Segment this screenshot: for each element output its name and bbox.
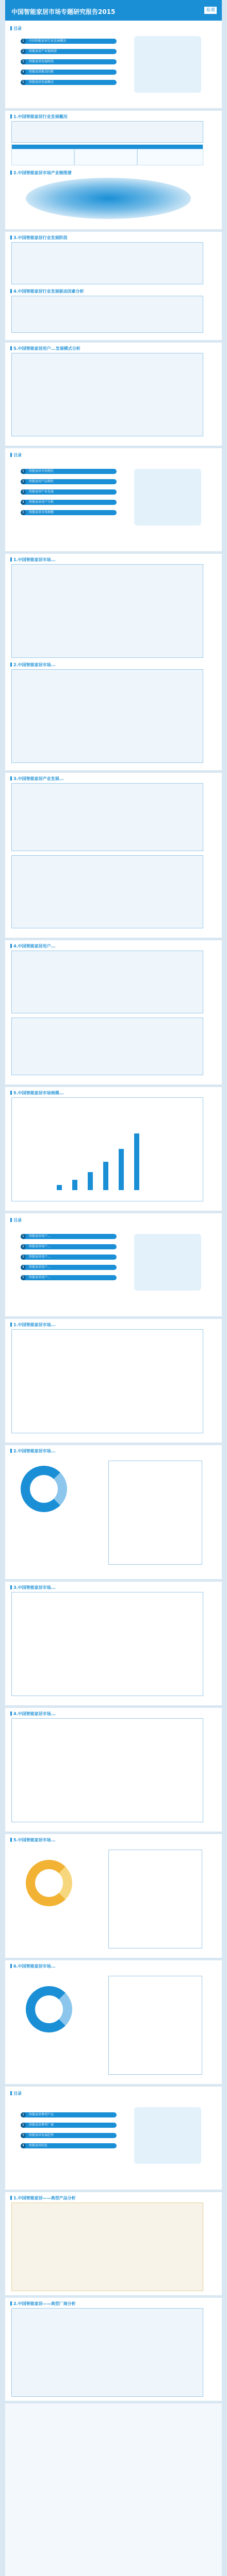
report-title: 中国智能家居市场专题研究报告2015 bbox=[11, 8, 116, 15]
toc-item: 3 智能家居用户... bbox=[21, 1255, 117, 1260]
chart-panel bbox=[11, 1718, 203, 1822]
donut-chart bbox=[21, 1466, 67, 1512]
section-title: 6.中国智能家居市场... bbox=[10, 1963, 56, 1969]
report-header bbox=[5, 0, 222, 21]
report-page-8 bbox=[5, 940, 222, 1084]
vendor-diagram bbox=[11, 2308, 203, 2397]
toc-item: 4 智能家居结论 bbox=[21, 2143, 117, 2148]
report-page-17 bbox=[5, 2087, 222, 2190]
toc-item: 3 智能家居产业发展 bbox=[21, 489, 117, 495]
industry-diagram bbox=[11, 855, 203, 928]
toc-item: 4 智能家居用户分析 bbox=[21, 500, 117, 505]
toc-title: 目录 bbox=[10, 26, 22, 31]
stage-diagram bbox=[11, 242, 203, 284]
report-page-19 bbox=[5, 2298, 222, 2401]
section-title: 5.中国智能家居用户...发展模式分析 bbox=[10, 346, 80, 351]
donut-chart bbox=[26, 1986, 72, 2032]
table-cell bbox=[74, 149, 137, 165]
report-page-continuation bbox=[5, 2403, 222, 2576]
table-cell bbox=[11, 149, 74, 165]
chart-panel bbox=[11, 1592, 203, 1696]
user-diagram bbox=[11, 951, 203, 1013]
toc-title: 目录 bbox=[10, 2091, 22, 2096]
chart-panel bbox=[108, 1976, 202, 2075]
report-page-9 bbox=[5, 1087, 222, 1211]
report-page-14 bbox=[5, 1708, 222, 1832]
toc-illustration bbox=[134, 469, 201, 526]
report-page-10 bbox=[5, 1213, 222, 1316]
section-title: 5.中国智能家居市场... bbox=[10, 1837, 56, 1843]
toc-item: 4 智能家居驱动因素 bbox=[21, 70, 117, 75]
chart-panel bbox=[11, 1329, 203, 1433]
chart-bar bbox=[88, 1172, 93, 1190]
report-page-18 bbox=[5, 2192, 222, 2295]
section-title: 5.中国智能家居市场规模... bbox=[10, 1090, 64, 1096]
toc-item: 3 智能家居发展阶段 bbox=[21, 59, 117, 64]
toc-item: 2 智能家居典型厂商 bbox=[21, 2123, 117, 2128]
industry-chain-diagram bbox=[26, 178, 191, 219]
section-title: 2.中国智能家居市场... bbox=[10, 1448, 56, 1454]
section-title: 4.中国智能家居行业发展驱动因素分析 bbox=[10, 289, 84, 294]
section-title: 1.中国智能家居市场... bbox=[10, 557, 56, 563]
report-page-4 bbox=[5, 343, 222, 446]
toc-item: 3 智能家居发展趋势 bbox=[21, 2133, 117, 2138]
industry-diagram bbox=[11, 783, 203, 851]
section-title: 3.中国智能家居产业发展... bbox=[10, 776, 64, 782]
chart-bar bbox=[134, 1133, 139, 1190]
report-page-11 bbox=[5, 1319, 222, 1443]
toc-illustration bbox=[134, 1234, 201, 1291]
report-page-6 bbox=[5, 554, 222, 770]
section-title: 1.中国智能家居——典型产品分析 bbox=[10, 2195, 76, 2201]
chart-bar bbox=[103, 1162, 108, 1190]
chart-bar bbox=[119, 1149, 124, 1190]
section-title: 2.中国智能家居——典型厂商分析 bbox=[10, 2301, 76, 2307]
table-cell bbox=[137, 149, 203, 165]
section-title: 4.中国智能家居市场... bbox=[10, 1711, 56, 1717]
toc-item: 2 智能家居用户... bbox=[21, 1244, 117, 1249]
section-title: 2.中国智能家居市场产业链图谱 bbox=[10, 170, 72, 176]
chart-panel bbox=[108, 1850, 202, 1948]
section-title: 2.中国智能家居市场... bbox=[10, 662, 56, 668]
section-title: 3.中国智能家居行业发展阶段 bbox=[10, 235, 68, 241]
section-title: 4.中国智能家居用户... bbox=[10, 943, 56, 949]
report-page-3 bbox=[5, 232, 222, 340]
report-page-15 bbox=[5, 1834, 222, 1958]
toc-item: 5 智能家居用户... bbox=[21, 1275, 117, 1280]
toc-illustration bbox=[134, 36, 201, 93]
report-page-5 bbox=[5, 448, 222, 551]
chart-bar bbox=[57, 1185, 62, 1190]
section-title: 1.中国智能家居市场... bbox=[10, 1322, 56, 1328]
chart-panel bbox=[108, 1461, 202, 1565]
toc-item: 2 智能家居产业链图谱 bbox=[21, 49, 117, 54]
section-title: 1.中国智能家居行业发展概况 bbox=[10, 114, 68, 120]
product-grid bbox=[11, 564, 203, 658]
toc-item: 4 智能家居用户... bbox=[21, 1265, 117, 1270]
report-page-16 bbox=[5, 1960, 222, 2084]
report-page-12 bbox=[5, 1445, 222, 1579]
toc-item: 1 智能家居典型产品 bbox=[21, 2112, 117, 2117]
toc-title: 目录 bbox=[10, 1217, 22, 1223]
report-page-7 bbox=[5, 773, 222, 938]
report-page-2 bbox=[5, 111, 222, 229]
toc-item: 1 智能家居市场现状 bbox=[21, 469, 117, 474]
toc-item: 5 智能家居发展模式 bbox=[21, 80, 117, 85]
toc-item: 5 智能家居市场规模 bbox=[21, 510, 117, 515]
market-table bbox=[11, 669, 203, 763]
toc-title: 目录 bbox=[10, 452, 22, 458]
driver-table bbox=[11, 296, 203, 333]
report-page-13 bbox=[5, 1582, 222, 1705]
donut-chart bbox=[26, 1860, 72, 1906]
report-page-1 bbox=[5, 0, 222, 108]
section-title: 3.中国智能家居市场... bbox=[10, 1585, 56, 1590]
model-diagram bbox=[11, 353, 203, 436]
toc-item: 2 智能家居产品现状 bbox=[21, 479, 117, 484]
chart-bar bbox=[72, 1180, 77, 1190]
concept-diagram bbox=[11, 121, 203, 143]
brand-logo: 易观 bbox=[204, 7, 217, 14]
toc-item: 1 中国智能家居行业发展概况 bbox=[21, 39, 117, 44]
product-diagram bbox=[11, 2202, 203, 2291]
user-diagram bbox=[11, 1018, 203, 1075]
toc-illustration bbox=[134, 2107, 201, 2164]
toc-item: 1 智能家居用户... bbox=[21, 1234, 117, 1239]
